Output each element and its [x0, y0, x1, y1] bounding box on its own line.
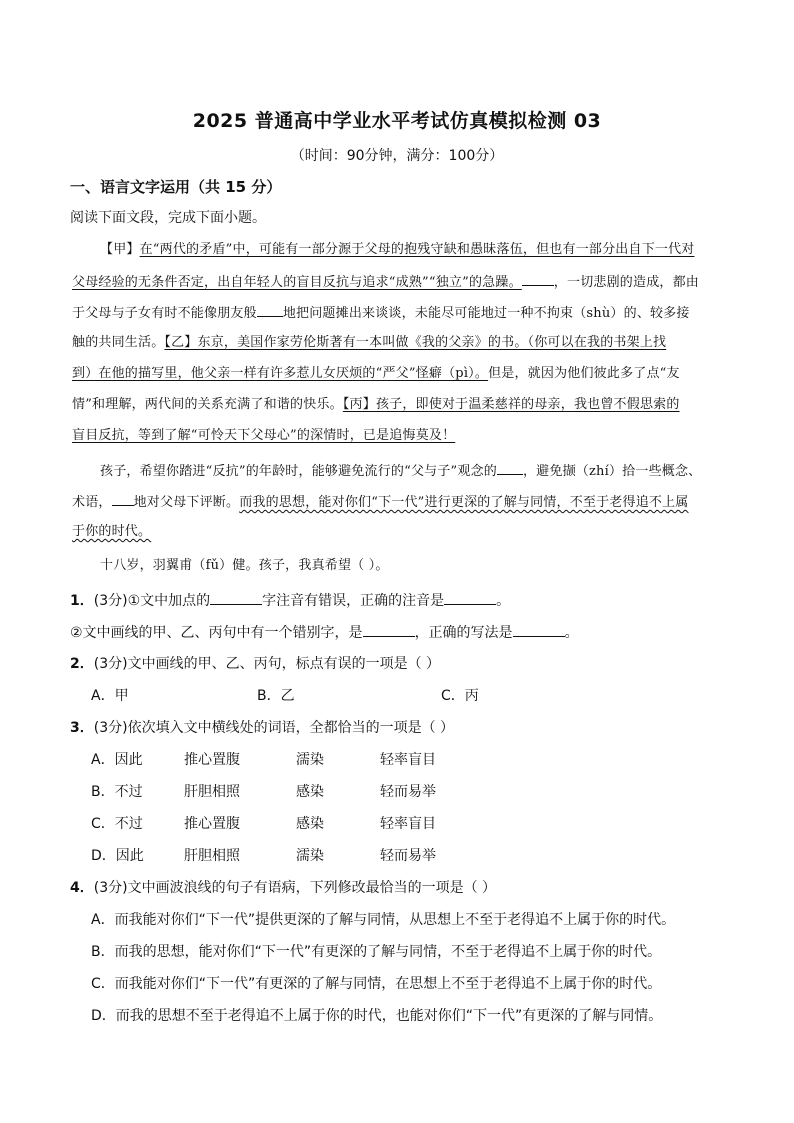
answer-blank[interactable] [513, 622, 565, 637]
section-instruction: 阅读下面文段，完成下面小题。 [70, 210, 266, 226]
passage-line: 到）在他的描写里，他父亲一样有许多惹儿女厌烦的“严父”怪癖（pì）。但是，就因为他们彼此多了点“友 [72, 366, 680, 381]
section-heading: 一、语言文字运用（共 15 分） [70, 178, 282, 196]
answer-blank[interactable] [210, 590, 262, 605]
blank-4 [112, 491, 134, 506]
option-b[interactable]: B．乙 [257, 688, 295, 704]
exam-time-info: （时间：90分钟，满分：100分） [290, 148, 504, 164]
passage-line: 于父母与子女有时不能像朋友般 地把问题摊出来谈谈，未能尽可能地过一种不拘束（shù）的、较多接 [72, 302, 726, 324]
passage-line [72, 522, 726, 542]
underlined-sentence-jia: 在“两代的矛盾”中，可能有一部分源于父母的抱残守缺和愚昧落伍，但也有一部分出自下一代对 [139, 242, 695, 257]
underlined-sentence-yi: 【乙】东京，美国作家劳伦斯著有 [164, 335, 356, 350]
underlined-sentence-bing: 【丙】孩子，即使对于温柔慈祥的母亲，我也曾不假思索的 [342, 397, 680, 412]
passage-line: 情”和理解，两代间的关系充满了和谐的快乐。【丙】孩子，即使对于温柔慈祥的母亲，我也曾不假思索的 [72, 397, 680, 412]
blank-2 [257, 302, 283, 317]
sentence-label-jia: 【甲】 [100, 242, 140, 257]
question-1-part-2: ②文中画线的甲、乙、丙句中有一个错别字，是 ，正确的写法是 。 [70, 622, 726, 643]
underlined-sentence-bing: 盲目反抗，等到了解“可怜天下父母心”的深情时，已是追悔莫及！ [72, 428, 456, 443]
exam-page: 2025 普通高中学业水平考试仿真模拟检测 03 （时间：90分钟，满分：100分） 一、语言文字运用（共 15 分） 阅读下面文段，完成下面小题。 【甲】在“两代的矛盾”中，可能有一部分源于父母的抱残守缺和愚昧落伍，但也有一部分出自下一代对 父母经验的无条件否定，出自年轻人的盲目反抗与追求“成熟”“独立”的急躁。 ，一切悲剧的造成，都由 于父母与子女有时不能像朋友般 地把问题摊出来谈谈，未能尽可能地过一种不拘束（shù）的、较多接 触的共同生活。【乙】东京，美国作家劳伦斯著有一本叫做《我的父亲》的书。（你可以在我的书架上找 到）在他的描写里，他父亲一样有许多惹儿女厌烦的“严父”怪癖（pì）。但是，就因为他们彼此多了点“友 情”和理解，两代间的关系充满了和谐的快乐。【丙】孩子，即使对于温柔慈祥的母亲，我也曾不假思索的 盲目反抗，等到了解“可怜天下父母心”的深情时，已是追悔莫及！ 孩子，希望你踏进“反抗”的年龄时，能够避免流行的“父与子”观念的 ，避免撷（zhí）拾一些概念、 术语， 地对父母下评断。而我的思想，能对你们“下一代”进行更深的了解与同情，不至于老得追不上属 于你的时代。 十八岁，羽翼甫（fǔ）健。孩子，我真希望（ ）。 1．(3分)①文中加点的 字注音有错误，正确的注音是 。 ②文中画线的甲、乙、丙句中有一个错别字，是 ，正确的写法是 。 2．(3分)文中画线的甲、乙、丙句，标点有误的一项是（ ） A．甲 B．乙 C．丙 3．(3分)依次填入文中横线处的词语，全都恰当的一项是（ ） A．因此 推心置腹 濡染 轻率盲目 B．不过 肝胆相照 感染 轻而易举 C．不过 推心置腹 感染 轻率盲目 D．因此 肝胆相照 濡染 轻而易举 4．(3分)文中画波浪线的句子有语病，下列修改最恰当的一项是（ ） A．而我能对你们“下一代”提供更深的了解与同情，从思想上不至于老得追不上属于你的时代。 B．而我的思想，能对你们“下一代”有更深的了解与同情，不至于老得追不上属于你的时代。 C．而我能对你们“下一代”有更深的了解与同情，在思想上不至于老得追不上属于你的时代。 D．而我的思想不至于老得追不上属于你的时代，也能对你们“下一代”有更深的了解与同情。 [0, 0, 794, 1123]
blank-3 [497, 460, 523, 475]
option-c[interactable]: C．而我能对你们“下一代”有更深的了解与同情，在思想上不至于老得追不上属于你的时代。 [91, 976, 662, 992]
passage-line: 术语， 地对父母下评断。而我的思想，能对你们“下一代”进行更深的了解与同情，不至于老得追不上属 [72, 491, 726, 513]
wavy-underlined-sentence: 于你的时代。 [72, 524, 152, 539]
option-c[interactable]: C．丙 [441, 688, 479, 704]
answer-blank[interactable] [363, 622, 415, 637]
passage-line: 触的共同生活。【乙】东京，美国作家劳伦斯著有一本叫做《我的父亲》的书。（你可以在我的书架上找 [72, 335, 667, 350]
passage-line: 十八岁，羽翼甫（fǔ）健。孩子，我真希望（ ）。 [100, 558, 389, 573]
question-3: 3．(3分)依次填入文中横线处的词语，全都恰当的一项是（ ） [70, 720, 455, 736]
passage-line: 孩子，希望你踏进“反抗”的年龄时，能够避免流行的“父与子”观念的 ，避免撷（zhí）拾一些概念、 [100, 460, 726, 482]
underlined-sentence-jia: 父母经验的无条件否定，出自年轻人的盲目反抗与追求“成熟”“独立”的急躁。 [72, 275, 522, 290]
question-1: 1．(3分)①文中加点的 字注音有错误，正确的注音是 。 [70, 590, 726, 611]
underlined-sentence-yi: 到）在他的描写里，他父亲一样有许多惹儿女厌烦的“严父”怪癖（pì）。 [72, 366, 489, 381]
answer-blank[interactable] [444, 590, 496, 605]
option-d[interactable]: D．而我的思想不至于老得追不上属于你的时代，也能对你们“下一代”有更深的了解与同情。 [91, 1008, 663, 1024]
blank-1 [522, 271, 554, 286]
question-2: 2．(3分)文中画线的甲、乙、丙句，标点有误的一项是（ ） [70, 656, 441, 672]
passage-line [100, 240, 726, 260]
option-a[interactable]: A．而我能对你们“下一代”提供更深的了解与同情，从思想上不至于老得追不上属于你的时代。 [91, 912, 676, 928]
passage-line: 父母经验的无条件否定，出自年轻人的盲目反抗与追求“成熟”“独立”的急躁。 ，一切悲剧的造成，都由 [72, 271, 726, 293]
question-4: 4．(3分)文中画波浪线的句子有语病，下列修改最恰当的一项是（ ） [70, 880, 497, 896]
page-title: 2025 普通高中学业水平考试仿真模拟检测 03 [192, 110, 602, 132]
passage-line [72, 426, 726, 446]
option-b[interactable]: B．而我的思想，能对你们“下一代”有更深的了解与同情，不至于老得追不上属于你的时代。 [91, 944, 662, 960]
option-a[interactable]: A．甲 [91, 688, 129, 704]
wavy-underlined-sentence: 而我的思想，能对你们“下一代”进行更深的了解与同情，不至于老得追不上属 [239, 495, 689, 510]
